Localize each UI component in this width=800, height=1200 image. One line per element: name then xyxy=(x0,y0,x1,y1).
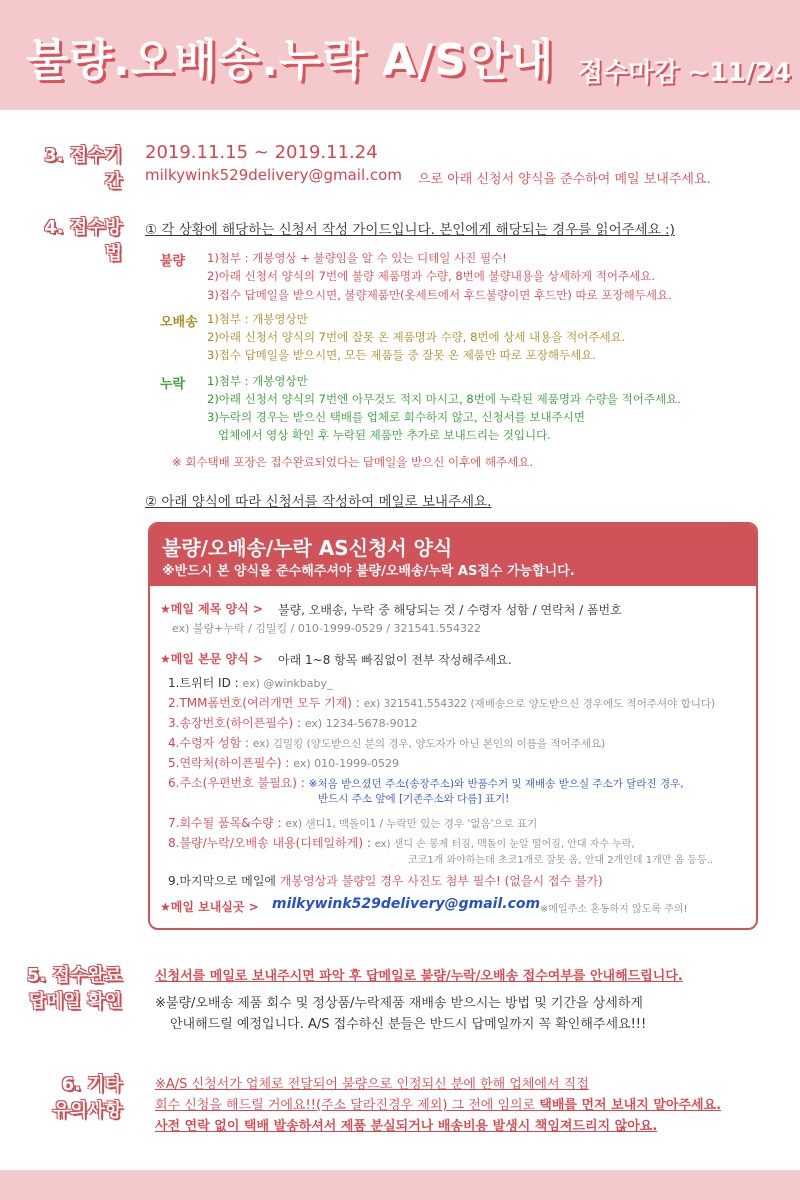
item-9-lead: 9.마지막으로 메일에 xyxy=(168,874,277,888)
item-2-value: ex) 321541,554322 (재배송으로 양도받으신 경우에도 적어주셔야 합니다) xyxy=(363,698,716,710)
defect-line-2: 2)아래 신청서 양식의 7번에 불량 제품명과 수량, 8번에 불량내용을 상세하게 적어주세요. xyxy=(207,269,656,283)
wrong-tag: 오배송 xyxy=(160,315,198,330)
defect-line-3: 3)접수 답메일을 받으시면, 불량제품만(옷세트에서 후드불량이면 후드만) 따로 포장해두세요. xyxy=(207,288,672,302)
completion-line-1: 신청서를 메일로 보내주시면 파악 후 답메일로 불량/누락/오배송 접수여부를 안내해드립니다. xyxy=(155,969,683,984)
section-6-label-line-2: 유의사항 xyxy=(52,1100,122,1121)
page-title: 불량.오배송.누락 A/S안내 xyxy=(26,35,555,86)
item-6-value-2: 반드시 주소 앞에 [기존주소와 다름] 표기! xyxy=(318,793,510,805)
item-7-key: 7.회수될 품목&수량 : xyxy=(168,816,282,830)
missing-line-4: 업체에서 영상 확인 후 누락된 제품만 추가로 보내드리는 것입니다. xyxy=(218,428,551,442)
section-5-label-line-2: 답메일 확인 xyxy=(28,991,122,1012)
completion-line-3: 안내해드릴 예정입니다. A/S 접수하신 분들은 반드시 답메일까지 꼭 확인해주세요!!! xyxy=(170,1017,647,1032)
item-2-key: 2.TMM폼번호(여러개면 모두 기재) : xyxy=(168,696,360,710)
item-1-value: ex) @winkbaby_ xyxy=(242,677,333,690)
wrong-line-3: 3)접수 답메일을 받으시면, 모든 제품들 중 잘못 온 제품만 따로 포장해두세요. xyxy=(207,348,596,362)
item-8-value-2: 코코1개 와야하는데 초코1개로 잘못 옴, 안대 2개인데 1개만 옴 등등.. xyxy=(408,855,714,866)
wrong-line-1: 1)첨부 : 개봉영상만 xyxy=(207,312,308,326)
item-6-value: ※처음 받으셨던 주소(송장주소)와 반품수거 및 재배송 받으실 주소가 달라진 경우, xyxy=(308,778,684,790)
send-label: ★메일 보내실곳 > xyxy=(160,900,259,914)
item-9-emphasis: 개봉영상과 불량일 경우 사진도 첨부 필수! (없을시 접수 불가) xyxy=(279,874,603,888)
contact-email[interactable]: milkywink529delivery@gmail.com xyxy=(145,166,402,184)
body-label: ★메일 본문 양식 > xyxy=(160,652,263,666)
missing-line-1: 1)첨부 : 개봉영상만 xyxy=(207,374,308,388)
section-3-label: 3. 접수기간 xyxy=(44,145,122,192)
notice-line-2a: 회수 신청을 해드릴 거에요!!(주소 달라진경우 제외) 그 전에 임의로 xyxy=(155,1098,536,1113)
form-header xyxy=(150,524,756,586)
form-subtitle: ※반드시 본 양식을 준수해주셔야 불량/오배송/누락 AS접수 가능합니다. xyxy=(162,564,575,579)
item-8-value: ex) 샌디 손 봉제 터짐, 맥돌이 눈알 떨어짐, 안대 자수 누락, xyxy=(374,839,635,850)
guide-intro: ① 각 상황에 해당하는 신청서 작성 가이드입니다. 본인에게 해당되는 경우를 읽어주세요 :) xyxy=(145,222,675,238)
section-6-label-line-1: 6. 기타 xyxy=(61,1074,122,1095)
email-instruction: 으로 아래 신청서 양식을 준수하여 메일 보내주세요. xyxy=(418,172,711,187)
defect-line-1: 1)첨부 : 개봉영상 + 불량임을 알 수 있는 디테일 사진 필수! xyxy=(207,251,507,265)
notice-line-3: 사전 연락 없이 택배 발송하셔서 제품 분실되거나 배송비용 발생시 책임져드리지 않아요. xyxy=(155,1119,658,1134)
section-5-label-line-1: 5. 접수완료 xyxy=(26,965,122,986)
notice-line-1: ※A/S 신청서가 업체로 전달되어 불량으로 인정되신 분에 한해 업체에서 직접 xyxy=(155,1077,589,1092)
form-title: 불량/오배송/누락 AS신청서 양식 xyxy=(162,536,453,560)
subject-example: ex) 불량+누락 / 김밀킹 / 010-1999-0529 / 321541.554322 xyxy=(172,622,481,635)
completion-line-2: ※불량/오배송 제품 회수 및 정상품/누락제품 재배송 받으시는 방법 및 기간을 상세하게 xyxy=(155,996,643,1011)
footer-band xyxy=(0,1170,800,1200)
item-5-value: ex) 010-1999-0529 xyxy=(293,757,400,770)
section-4-label: 4. 접수방법 xyxy=(44,217,122,264)
body-desc: 아래 1~8 항목 빠짐없이 전부 작성해주세요. xyxy=(278,653,512,667)
item-3-value: ex) 1234-5678-9012 xyxy=(304,717,418,730)
missing-line-3: 3)누락의 경우는 받으신 택배를 업체로 회수하지 않고, 신청서를 보내주시면 xyxy=(207,410,585,424)
send-email[interactable]: milkywink529delivery@gmail.com xyxy=(272,896,541,912)
item-8-key: 8.불량/누락/오배송 내용(디테일하게) : xyxy=(168,836,371,850)
deadline-badge: 접수마감 ~11/24 xyxy=(578,58,792,88)
item-6-key: 6.주소(우편번호 불필요) : xyxy=(168,776,305,790)
item-3-key: 3.송장번호(하이픈필수) : xyxy=(168,716,301,730)
item-1-key: 1.트위터 ID : xyxy=(168,676,239,690)
item-7-value: ex) 샌디1, 맥돌이1 / 누락만 있는 경우 '없음'으로 표기 xyxy=(285,818,538,830)
period-text: 2019.11.15 ~ 2019.11.24 xyxy=(145,142,378,163)
subject-desc: 불량, 오배송, 누락 중 해당되는 것 / 수령자 성함 / 연락처 / 폼번호 xyxy=(278,603,622,617)
section-5-label xyxy=(20,963,122,1015)
header-band xyxy=(0,0,800,110)
missing-line-2: 2)아래 신청서 양식의 7번엔 아무것도 적지 마시고, 8번에 누락된 제품명과 수량을 적어주세요. xyxy=(207,392,681,406)
item-4-key: 4.수령자 성함 : xyxy=(168,736,250,750)
wrong-line-2: 2)아래 신청서 양식의 7번에 잘못 온 제품명과 수량, 8번에 상세 내용을 적어주세요. xyxy=(207,330,626,344)
as-request-form xyxy=(148,522,758,930)
subject-label: ★메일 제목 양식 > xyxy=(160,602,263,616)
return-note: ※ 회수택배 포장은 접수완료되었다는 답메일을 받으신 이후에 해주세요. xyxy=(172,455,534,469)
notice-line-2b: 택배를 먼저 보내지 말아주세요. xyxy=(539,1098,722,1113)
section-6-label xyxy=(20,1072,122,1124)
item-5-key: 5.연락처(하이픈필수) : xyxy=(168,756,290,770)
send-note: ※메일주소 혼동하지 않도록 주의! xyxy=(540,904,688,915)
step-2-text: ② 아래 양식에 따라 신청서를 작성하여 메일로 보내주세요. xyxy=(145,494,492,510)
missing-tag: 누락 xyxy=(160,377,186,392)
defect-tag: 불량 xyxy=(160,254,186,269)
item-4-value: ex) 김밀킹 (양도받으신 분의 경우, 양도자가 아닌 본인의 이름을 적어주세요) xyxy=(252,738,606,750)
